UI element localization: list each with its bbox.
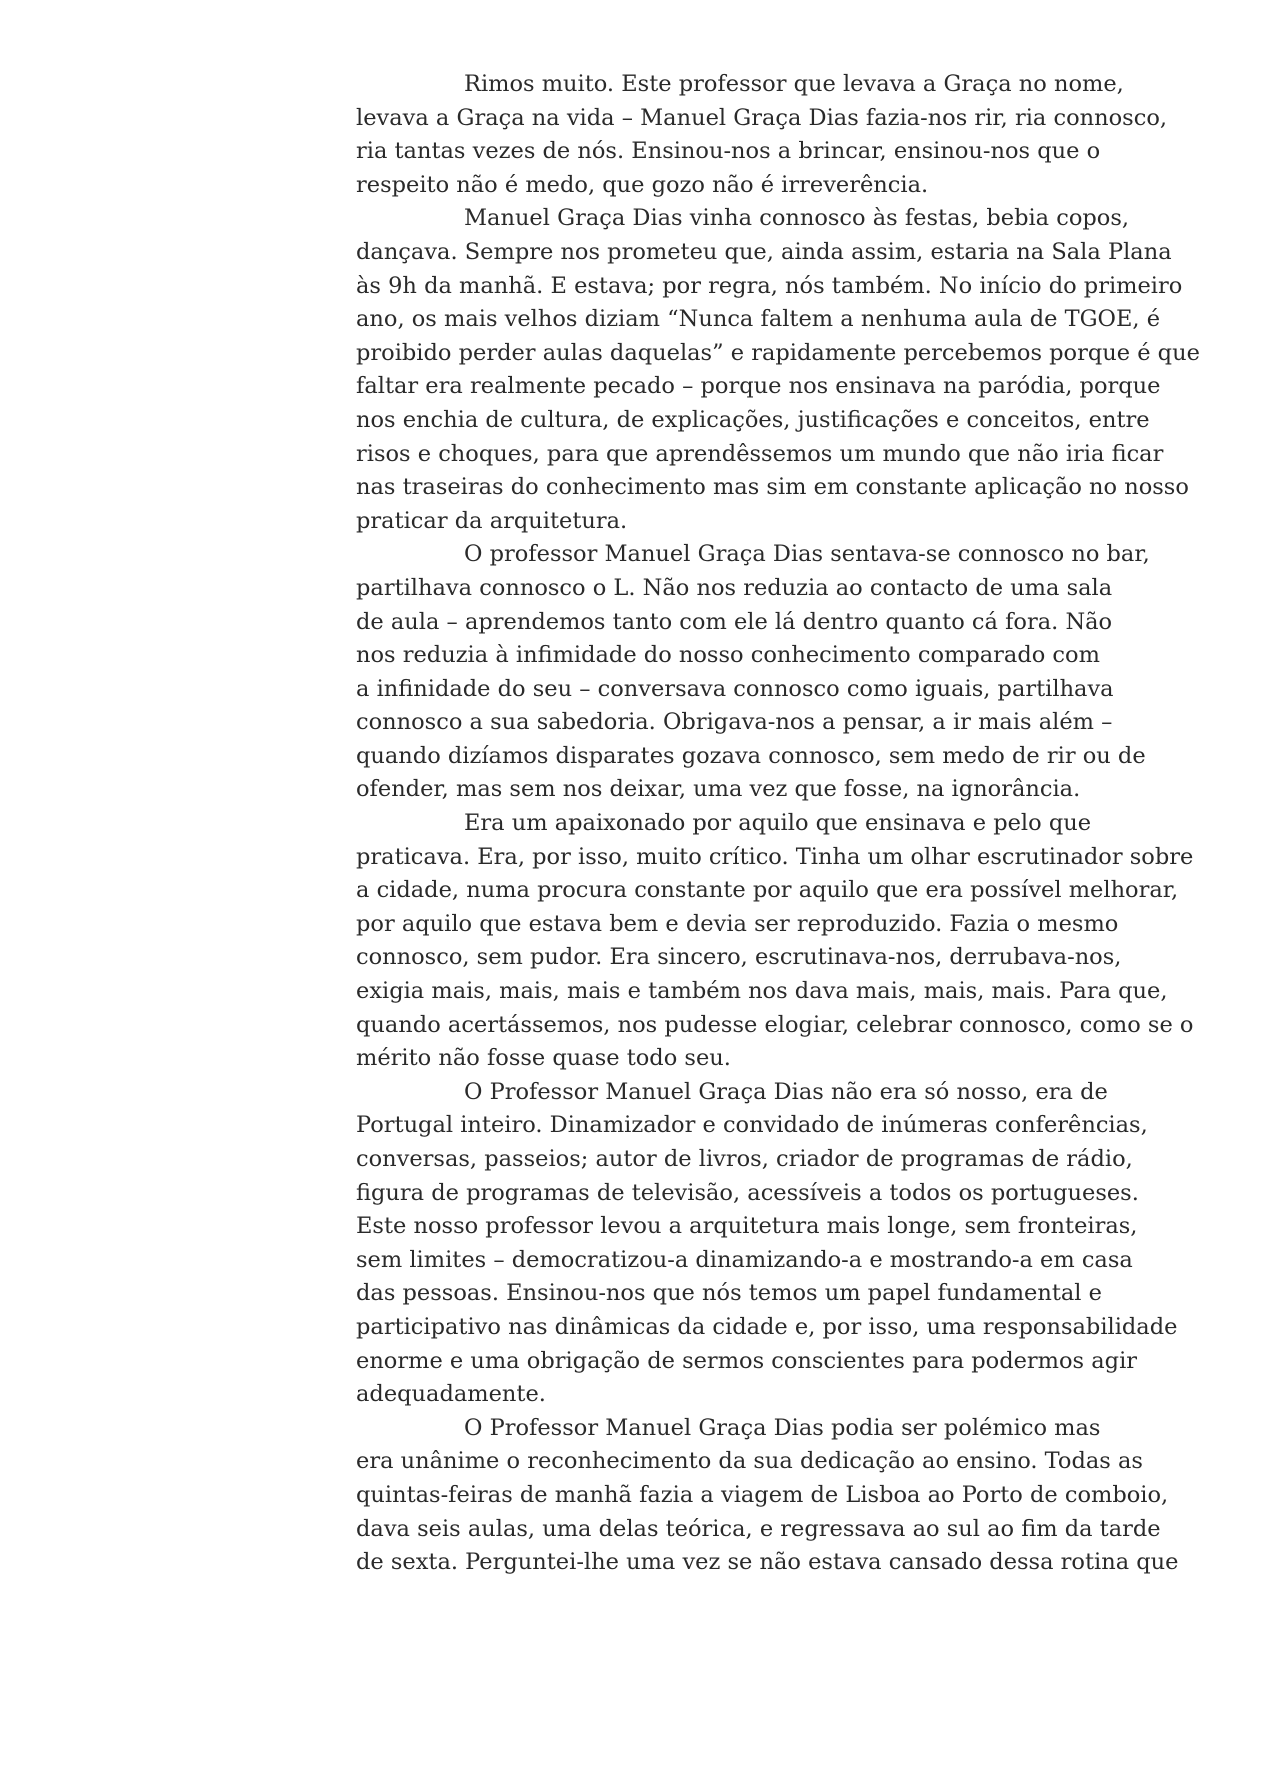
text-line: partilhava connosco o L. Não nos reduzia ao contacto de uma sala (356, 574, 1113, 601)
paragraph (356, 202, 1216, 538)
text-line: das pessoas. Ensinou-nos que nós temos um papel fundamental e (356, 1280, 1102, 1307)
text-line: levava a Graça na vida – Manuel Graça Dias fazia-nos rir, ria connosco, (356, 104, 1168, 131)
text-line: dava seis aulas, uma delas teórica, e regressava ao sul ao fim da tarde (356, 1515, 1161, 1542)
text-line: participativo nas dinâmicas da cidade e, por isso, uma responsabilidade (356, 1313, 1178, 1340)
text-line: faltar era realmente pecado – porque nos ensinava na paródia, porque (356, 373, 1161, 400)
text-line: exigia mais, mais, mais e também nos dava mais, mais, mais. Para que, (356, 978, 1168, 1005)
text-line: nas traseiras do conhecimento mas sim em constante aplicação no nosso (356, 474, 1189, 501)
text-line: figura de programas de televisão, acessíveis a todos os portugueses. (356, 1179, 1139, 1206)
text-line: Portugal inteiro. Dinamizador e convidado de inúmeras conferências, (356, 1112, 1148, 1139)
text-line: Manuel Graça Dias vinha connosco às festas, bebia copos, (464, 205, 1130, 232)
text-line: praticar da arquitetura. (356, 507, 628, 534)
text-line: às 9h da manhã. E estava; por regra, nós também. No início do primeiro (356, 272, 1183, 299)
text-line: Rimos muito. Este professor que levava a Graça no nome, (464, 71, 1124, 97)
text-line: adequadamente. (356, 1381, 546, 1408)
text-line: nos reduzia à infimidade do nosso conhecimento comparado com (356, 642, 1100, 669)
text-line: O Professor Manuel Graça Dias podia ser polémico mas (464, 1414, 1101, 1441)
text-line: era unânime o reconhecimento da sua dedicação ao ensino. Todas as (356, 1448, 1143, 1475)
text-line: quando acertássemos, nos pudesse elogiar, celebrar connosco, como se o (356, 1011, 1194, 1038)
text-line: proibido perder aulas daquelas” e rapidamente percebemos porque é que (356, 339, 1200, 366)
paragraph (356, 807, 1216, 1076)
text-line: connosco, sem pudor. Era sincero, escrutinava-nos, derrubava-nos, (356, 944, 1122, 971)
text-line: O Professor Manuel Graça Dias não era só nosso, era de (464, 1078, 1108, 1105)
text-line: conversas, passeios; autor de livros, criador de programas de rádio, (356, 1146, 1133, 1172)
text-line: enorme e uma obrigação de sermos conscientes para podermos agir (356, 1347, 1138, 1374)
paragraph (356, 68, 1216, 202)
text-line: nos enchia de cultura, de explicações, justificações e conceitos, entre (356, 406, 1150, 433)
text-line: O professor Manuel Graça Dias sentava-se connosco no bar, (464, 541, 1150, 568)
text-line: a infinidade do seu – conversava connosco como iguais, partilhava (356, 675, 1114, 702)
text-line: respeito não é medo, que gozo não é irreverência. (356, 171, 929, 198)
text-line: mérito não fosse quase todo seu. (356, 1045, 731, 1072)
text-line: ofender, mas sem nos deixar, uma vez que fosse, na ignorância. (356, 776, 1081, 803)
text-line: ano, os mais velhos diziam “Nunca faltem a nenhuma aula de TGOE, é (356, 306, 1161, 333)
paragraph (356, 1076, 1216, 1412)
text-line: de aula – aprendemos tanto com ele lá dentro quanto cá fora. Não (356, 608, 1113, 635)
text-line: quando dizíamos disparates gozava connosco, sem medo de rir ou de (356, 742, 1146, 769)
text-line: praticava. Era, por isso, muito crítico. Tinha um olhar escrutinador sobre (356, 843, 1194, 870)
text-line: por aquilo que estava bem e devia ser reproduzido. Fazia o mesmo (356, 910, 1119, 937)
paragraph (356, 1412, 1216, 1580)
text-line: connosco a sua sabedoria. Obrigava-nos a pensar, a ir mais além – (356, 709, 1113, 736)
text-line: dançava. Sempre nos prometeu que, ainda assim, estaria na Sala Plana (356, 238, 1172, 265)
body-text (356, 68, 1216, 1580)
text-line: sem limites – democratizou-a dinamizando-a e mostrando-a em casa (356, 1246, 1133, 1273)
text-line: Era um apaixonado por aquilo que ensinava e pelo que (464, 810, 1092, 837)
text-line: risos e choques, para que aprendêssemos um mundo que não iria ficar (356, 440, 1164, 467)
text-line: ria tantas vezes de nós. Ensinou-nos a brincar, ensinou-nos que o (356, 138, 1101, 165)
text-line: quintas-feiras de manhã fazia a viagem de Lisboa ao Porto de comboio, (356, 1481, 1169, 1508)
paragraph (356, 538, 1216, 807)
text-line: a cidade, numa procura constante por aquilo que era possível melhorar, (356, 877, 1179, 904)
text-line: Este nosso professor levou a arquitetura mais longe, sem fronteiras, (356, 1213, 1138, 1240)
text-line: de sexta. Perguntei-lhe uma vez se não estava cansado dessa rotina que (356, 1549, 1179, 1576)
